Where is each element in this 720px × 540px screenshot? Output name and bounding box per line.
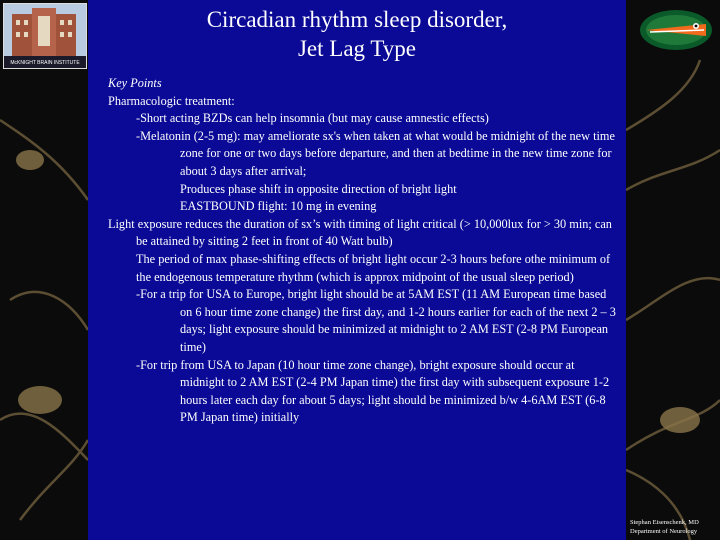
author-credit — [630, 518, 720, 536]
phase-shift-point: Produces phase shift in opposite direction of bright light — [180, 181, 457, 196]
slide-title — [88, 0, 626, 68]
usa-europe-point: -For a trip for USA to Europe, bright light should be at 5AM EST (11 AM European time based on 6 hour time zone change) the first day, and 1-2 hours earlier for each of the next 2 – 3 days; light exposure should be minimized at midnight to 2 AM EST (2-8 PM European time) — [136, 287, 616, 354]
light-exposure-point: Light exposure reduces the duration of sx’s with timing of light critical (> 10,000lux for > 30 min; can be attained by sitting 2 feet in front of 40 Watt bulb) — [108, 216, 612, 249]
usa-japan-point: -For trip from USA to Japan (10 hour time zone change), bright exposure should occur at midnight to 2 AM EST (2-4 PM Japan time) the first day with subsequent exposure 1-2 hours later each day for about 5 days; light should be minimized b/w 4-6AM EST (6-8 PM Japan time) initially — [136, 357, 610, 425]
bzd-point: -Short acting BZDs can help insomnia (but may cause amnestic effects) — [136, 111, 489, 126]
melatonin-point: -Melatonin (2-5 mg): may ameliorate sx's when taken at what would be midnight of the new time zone for one or two days before departure, and then at bedtime in the new time zone for about 3 days after arrival; — [136, 128, 615, 178]
pharmacologic-heading: Pharmacologic treatment: — [108, 93, 235, 108]
credit-line-1: Stephan Eisenschenk, MD — [630, 519, 699, 526]
logo-caption: McKNIGHT BRAIN INSTITUTE — [10, 60, 80, 66]
slide-body — [108, 75, 618, 427]
credit-line-2: Department of Neurology — [630, 528, 698, 535]
title-line-2: Jet Lag Type — [297, 36, 417, 61]
gator-logo — [638, 6, 714, 54]
key-points-label: Key Points — [108, 76, 162, 90]
institute-building-logo — [3, 3, 87, 69]
title-line-1: Circadian rhythm sleep disorder, — [206, 7, 508, 32]
eastbound-point: EASTBOUND flight: 10 mg in evening — [180, 199, 377, 214]
period-point: The period of max phase-shifting effects of bright light occur 2-3 hours before othe minimum of the endogenous temperature rhythm (which is approx midpoint of the usual sleep period) — [136, 251, 611, 284]
